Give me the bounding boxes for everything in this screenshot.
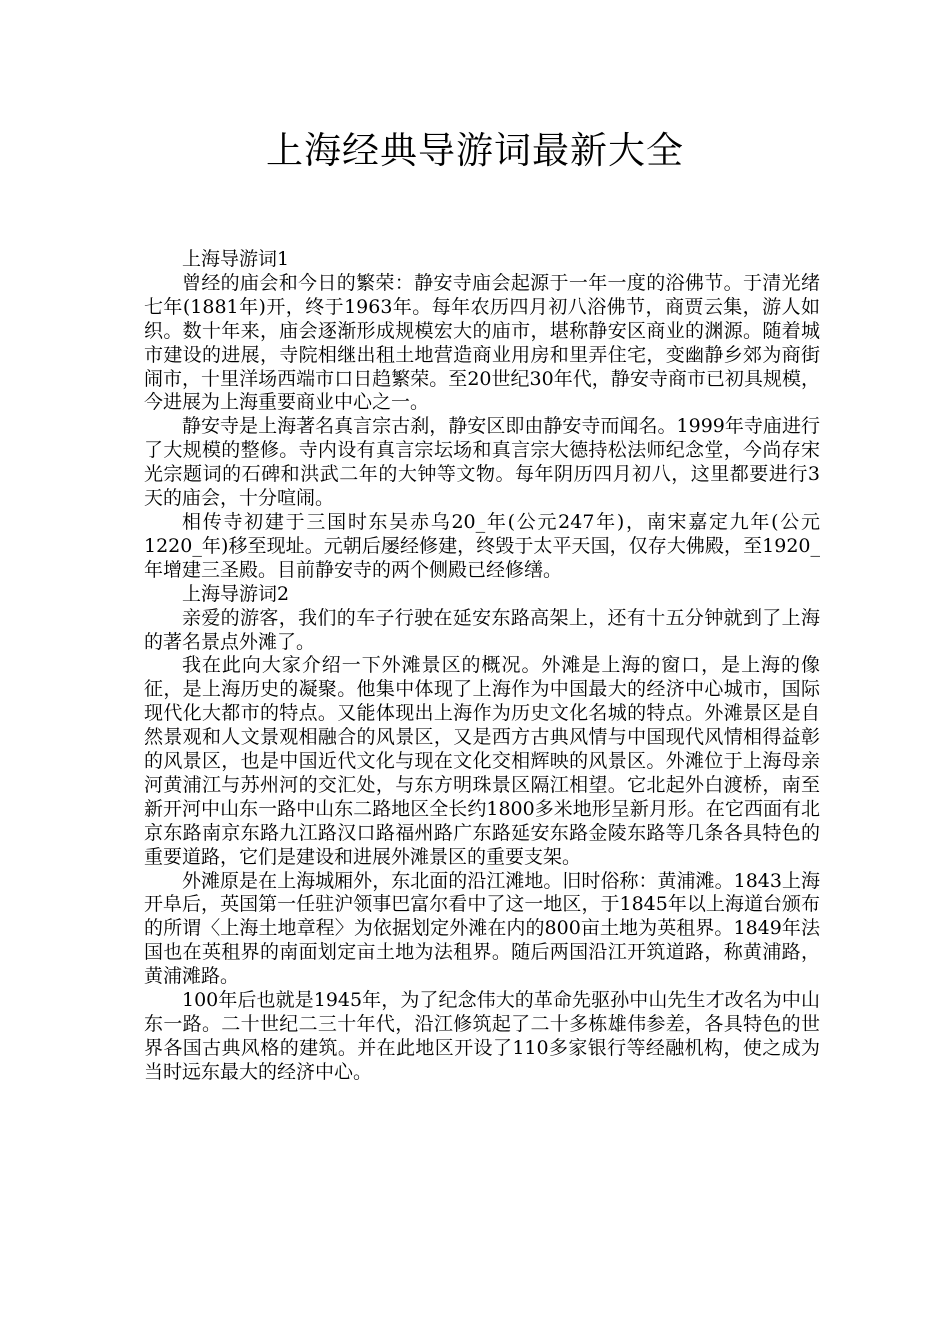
document-title: 上海经典导游词最新大全	[266, 129, 684, 172]
paragraph: 曾经的庙会和今日的繁荣：静安寺庙会起源于一年一度的浴佛节。于清光绪七年(1881年)开，终于1963年。每年农历四月初八浴佛节，商贾云集，游人如织。数十年来，庙会逐渐形成规模宏大的庙市，堪称静安区商业的渊源。随着城市建设的进展，寺院相继出租土地营造商业用房和里弄住宅，变幽静乡郊为商街闹市，十里洋场西端市口日趋繁荣。至20世纪30年代，静安寺商市已初具规模，今进展为上海重要商业中心之一。	[144, 271, 820, 414]
document-body	[144, 248, 820, 1085]
paragraph: 相传寺初建于三国时东吴赤乌20_年(公元247年)，南宋嘉定九年(公元1220_年)移至现址。元朝后屡经修建，终毁于太平天国，仅存大佛殿，至1920_年增建三圣殿。目前静安寺的两个侧殿已经修缮。	[144, 510, 820, 581]
paragraph: 静安寺是上海著名真言宗古刹，静安区即由静安寺而闻名。1999年寺庙进行了大规模的整修。寺内设有真言宗坛场和真言宗大德持松法师纪念堂，今尚存宋光宗题词的石碑和洪武二年的大钟等文物。每年阴历四月初八，这里都要进行3天的庙会，十分喧闹。	[144, 415, 820, 510]
section-heading-2: 上海导游词2	[182, 582, 290, 605]
paragraph: 外滩原是在上海城厢外，东北面的沿江滩地。旧时俗称：黄浦滩。1843上海开阜后，英国第一任驻沪领事巴富尔看中了这一地区，于1845年以上海道台颁布的所谓〈上海土地章程〉为依据划定外滩在内的800亩土地为英租界。1849年法国也在英租界的南面划定亩土地为法租界。随后两国沿江开筑道路，称黄浦路，黄浦滩路。	[144, 869, 820, 988]
paragraph: 亲爱的游客，我们的车子行驶在延安东路高架上，还有十五分钟就到了上海的著名景点外滩了。	[144, 606, 820, 653]
paragraph: 100年后也就是1945年，为了纪念伟大的革命先驱孙中山先生才改名为中山东一路。二十世纪二三十年代，沿江修筑起了二十多栋雄伟参差，各具特色的世界各国古典风格的建筑。并在此地区开设了110多家银行等经融机构，使之成为当时远东最大的经济中心。	[144, 989, 820, 1083]
section-heading-1: 上海导游词1	[182, 248, 290, 270]
paragraph: 我在此向大家介绍一下外滩景区的概况。外滩是上海的窗口，是上海的像征，是上海历史的凝聚。他集中体现了上海作为中国最大的经济中心城市，国际现代化大都市的特点。又能体现出上海作为历史文化名城的特点。外滩景区是自然景观和人文景观相融合的风景区，又是西方古典风情与中国现代风情相得益彰的风景区，也是中国近代文化与现在文化交相辉映的风景区。外滩位于上海母亲河黄浦江与苏州河的交汇处，与东方明珠景区隔江相望。它北起外白渡桥，南至新开河中山东一路中山东二路地区全长约1800多米地形呈新月形。在它西面有北京东路南京东路九江路汉口路福州路广东路延安东路金陵东路等几条各具特色的重要道路，它们是建设和进展外滩景区的重要支架。	[144, 654, 820, 868]
